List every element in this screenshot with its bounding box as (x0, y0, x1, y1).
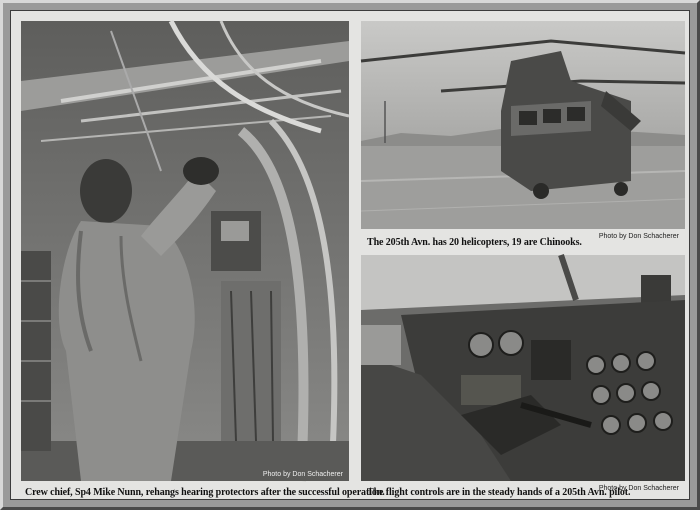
photo-credit: Photo by Don Schacherer (598, 233, 679, 240)
crew-chief-photo (21, 21, 349, 481)
photo-credit: Photo by Don Schacherer (598, 485, 679, 492)
crew-chief-caption: Crew chief, Sp4 Mike Nunn, rehangs hearing protectors after the successful operation. (25, 487, 385, 498)
cockpit-photo (361, 255, 685, 492)
chinook-caption: The 205th Avn. has 20 helicopters, 19 are Chinooks. (367, 237, 582, 248)
newspaper-clipping (10, 10, 690, 500)
photo-credit: Photo by Don Schacherer (262, 471, 343, 478)
cockpit-caption: The flight controls are in the steady hands of a 205th Avn. pilot. (367, 487, 631, 498)
chinook-photo (361, 21, 685, 240)
